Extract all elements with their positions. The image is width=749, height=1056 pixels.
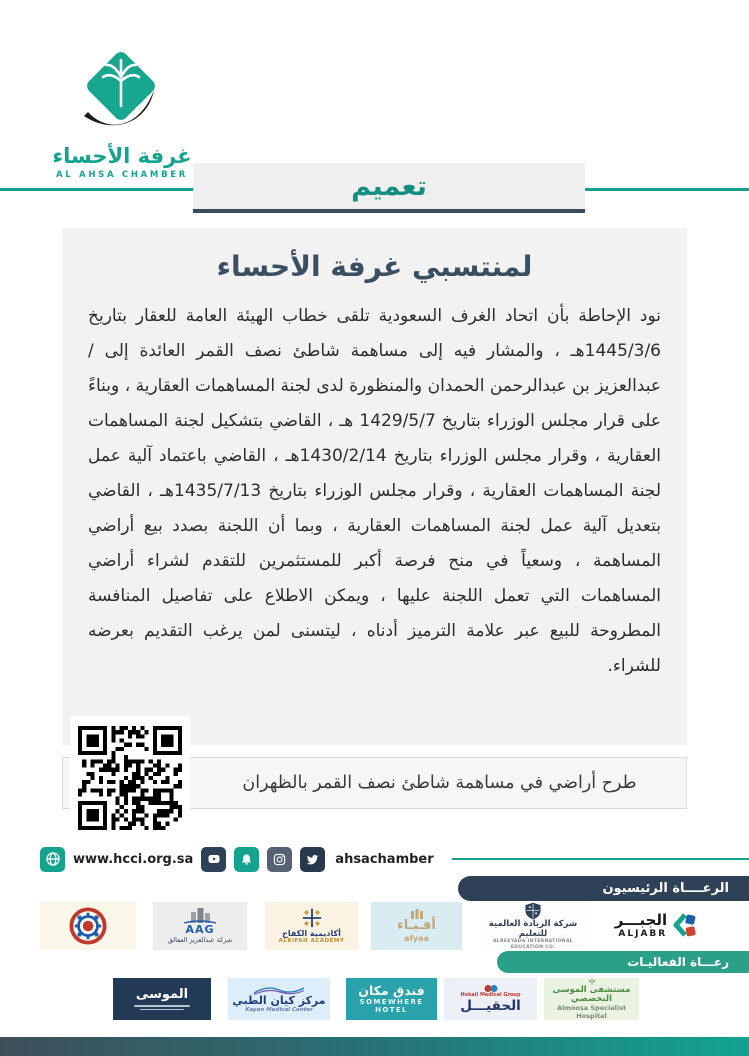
- globe-icon[interactable]: [40, 847, 65, 872]
- sponsor-name-en: ALREEYADA INTERNATIONAL EDUCATION CO.: [492, 939, 574, 950]
- banner-line-right: [585, 188, 749, 191]
- sponsor-tile-somewhere-hotel: [346, 978, 437, 1020]
- sponsor-name-ar: فندق مكان: [358, 982, 425, 998]
- sponsor-tile-alreeyada: [480, 902, 586, 950]
- geometric-star-icon: [301, 907, 323, 929]
- red-blue-gear-emblem-icon: [69, 907, 107, 945]
- event-sponsors-heading: رعـــاة الفعاليـات: [627, 955, 729, 969]
- sponsor-name-en: Hokail Medical Group: [460, 991, 521, 998]
- sponsor-name-ar: أكاديمية الكفاح: [282, 929, 341, 939]
- sponsor-name-en: ALKIFAH ACADEMY: [278, 938, 345, 945]
- sponsor-tile-almousa: [113, 978, 211, 1020]
- notice-title: لمنتسبي غرفة الأحساء: [216, 250, 533, 283]
- sponsor-name-en: afyaa: [404, 933, 429, 943]
- sponsor-name-ar: الموسى: [135, 986, 189, 1002]
- chevron-mark-icon: [673, 912, 699, 940]
- decorative-bar: [134, 1005, 190, 1007]
- sponsor-name-ar: مستشفى الموسى التخصصي: [552, 984, 631, 1005]
- sponsor-name-ar: شركة عبدالعزيز العفالق: [167, 935, 233, 944]
- notice-card: [62, 228, 687, 745]
- footer-rule: [452, 858, 749, 860]
- sponsor-name-ar: مركز كيان الطبي: [232, 993, 326, 1007]
- sponsor-name-ar: شركة الريادة العالمية للتعليم: [488, 918, 578, 939]
- event-sponsors-banner: [497, 951, 749, 973]
- social-handle[interactable]: ahsachamber: [335, 851, 434, 867]
- sponsor-tile-almoosa-hospital: [544, 978, 639, 1020]
- qr-code[interactable]: [70, 716, 190, 840]
- sponsor-name-ar: الحقيـــل: [460, 997, 521, 1014]
- sponsor-name-en: Kayan Medical Center: [245, 1007, 313, 1014]
- instagram-icon[interactable]: [267, 847, 292, 872]
- sponsor-name-en: AAG: [185, 922, 215, 936]
- circular-banner-label: تعميم: [351, 170, 427, 202]
- sponsor-tile-alkifah: [265, 902, 358, 950]
- chamber-logo: [52, 50, 192, 180]
- buildings-icon: [183, 908, 217, 924]
- chamber-name-arabic: غرفة الأحساء: [52, 144, 192, 168]
- sponsor-tile-kayan: [228, 978, 330, 1020]
- sponsor-name-en: Almoosa Specialist Hospital: [556, 1004, 627, 1020]
- chamber-name-english: AL AHSA CHAMBER: [55, 170, 189, 180]
- palm-diamond-icon: [70, 50, 174, 142]
- circular-banner: [193, 163, 585, 213]
- bottom-gradient-bar: [0, 1037, 749, 1056]
- sponsor-name-en: ALJABR: [618, 929, 668, 940]
- sponsor-tile-emblem: [40, 902, 136, 950]
- sponsor-tile-aag: [153, 902, 247, 950]
- sponsor-name-en: SOMEWHERE HOTEL: [359, 998, 424, 1015]
- youtube-icon[interactable]: [201, 847, 226, 872]
- sponsor-name-ar: أفـيـاء: [397, 917, 436, 933]
- offer-strip-text: طرح أراضي في مساهمة شاطئ نصف القمر بالظهران: [242, 773, 637, 793]
- main-sponsors-heading: الرعــــاة الرئيسيون: [602, 881, 729, 896]
- decorative-bar: [140, 1009, 184, 1011]
- website-link[interactable]: www.hcci.org.sa: [73, 851, 194, 867]
- main-sponsors-banner: [458, 876, 749, 901]
- bell-icon[interactable]: [234, 847, 259, 872]
- sponsor-tile-aljabr: [601, 902, 713, 950]
- twitter-icon[interactable]: [300, 847, 325, 872]
- notice-body: نود الإحاطة بأن اتحاد الغرف السعودية تلقى خطاب الهيئة العامة للعقار بتاريخ 1445/3/6هـ ، والمشار فيه إلى مساهمة شاطئ نصف القمر العائدة إلى / عبدالعزيز بن عبدالرحمن الحمدان والمنظورة لدى لجنة المساهمات العقارية ، وبناءً على قرار مجلس الوزراء بتاريخ 1429/5/7 هـ ، القاضي بتشكيل لجنة المساهمات العقارية ، وقرار مجلس الوزراء بتاريخ 1430/2/14هـ ، القاضي باعتماد آلية عمل لجنة المساهمات العقارية ، وقرار مجلس الوزراء بتاريخ 1435/7/13هـ ، القاضي بتعديل آلية عمل لجنة المساهمات العقارية ، وبما أن اللجنة بصدد بيع أراضي المساهمة ، وسعياً في منح فرصة أكبر للمستثمرين للتقدم لشراء أراضي المساهمات التي تعمل اللجنة عليها ، ويمكن الاطلاع على تفاصيل المنافسة المطروحة للبيع عبر علامة الترميز أدناه ، ليتسنى لمن يرغب التقديم بعرضه للشراء.: [88, 306, 662, 677]
- shield-icon: [524, 902, 542, 920]
- sponsor-tile-hokail: [444, 978, 537, 1020]
- banner-line-left: [0, 188, 193, 191]
- qr-code-canvas[interactable]: [78, 726, 182, 830]
- sponsor-name-ar: الجبـــر: [614, 911, 668, 930]
- sponsor-tile-afyaa: [371, 902, 462, 950]
- contact-row: [40, 846, 749, 872]
